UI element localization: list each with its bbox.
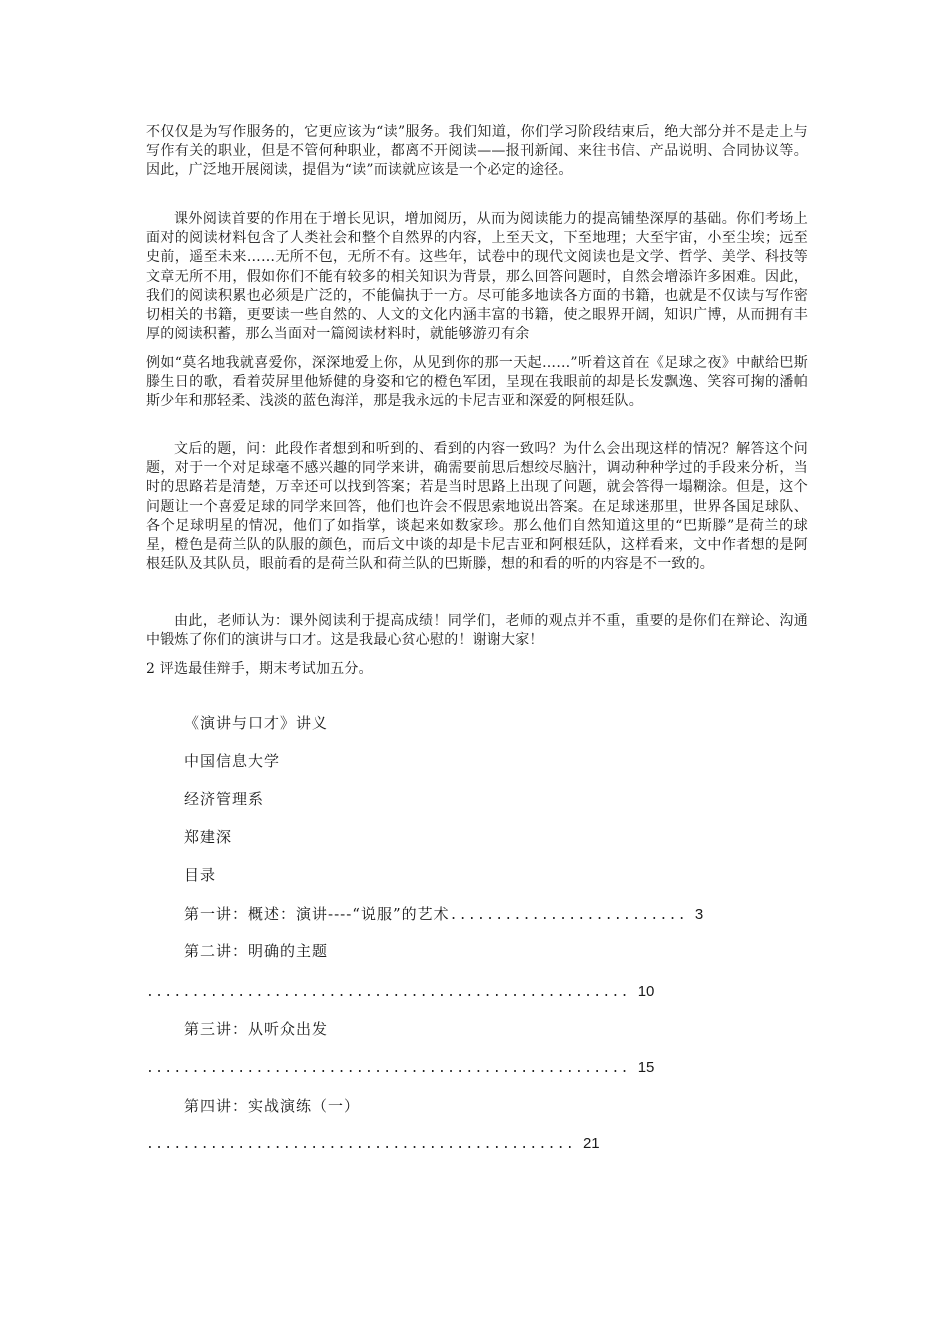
toc-entry-1 — [184, 904, 703, 926]
paragraph-extracurricular-reading: 课外阅读首要的作用在于增长见识，增加阅历，从而为阅读能力的提高铺垫深厚的基础。你们考场上面对的阅读材料包含了人类社会和整个自然界的内容，上至天文，下至地理；大至宇宙，小至尘埃；远至史前，遥至未来……无所不包，无所不有。这些年，试卷中的现代文阅读也是文学、哲学、美学、科技等文章无所不用，假如你们不能有较多的相关知识为背景，那么回答问题时，自然会增添许多困难。因此，我们的阅读积累也必须是广泛的，不能偏执于一方。尽可能多地读各方面的书籍，也就是不仅读与写作密切相关的书籍，更要读一些自然的、人文的文化内涵丰富的书籍，使之眼界开阔，知识广博，从而拥有丰厚的阅读积蓄，那么当面对一篇阅读材料时，就能够游刃有余 — [146, 211, 808, 343]
toc-page-number: 15 — [637, 1059, 655, 1076]
toc-leader-dots: .......................... — [449, 908, 687, 923]
paragraph-question-analysis: 文后的题，问：此段作者想到和听到的、看到的内容一致吗？为什么会出现这样的情况？解答这个问题，对于一个对足球毫不感兴趣的同学来讲，确需要前思后想绞尽脑汁，调动种种学过的手段来分析，当时的思路若是清楚，万幸还可以找到答案；若是当时思路上出现了问题，就会答得一塌糊涂。但是，这个问题让一个喜爱足球的同学来回答，他们也许会不假思索地说出答案。在足球迷那里，世界各国足球队、各个足球明星的情况，他们了如指掌，谈起来如数家珍。那么他们自然知道这里的“巴斯滕”是荷兰的球星，橙色是荷兰队的队服的颜色，而后文中谈的却是卡尼吉亚和阿根廷队，这样看来，文中作者想的是阿根廷队及其队员，眼前看的是荷兰队和荷兰队的巴斯滕，想的和看的听的内容是不一致的。 — [146, 441, 808, 573]
toc-page-number: 3 — [694, 906, 704, 923]
university-name: 中国信息大学 — [184, 752, 281, 770]
toc-entry-4-leader — [146, 1134, 600, 1155]
paragraph-teacher-conclusion: 由此，老师认为：课外阅读利于提高成绩！同学们，老师的观点并不重，重要的是你们在辩论、沟通中锻炼了你们的演讲与口才。这是我最心贫心慰的！谢谢大家！ — [146, 613, 808, 649]
toc-entry-3-leader — [146, 1058, 654, 1079]
toc-entry-title: 第一讲：概述：演讲----“说服”的艺术 — [184, 905, 450, 923]
toc-page-number: 10 — [637, 983, 655, 1000]
toc-leader-dots: ..................................................... — [146, 985, 630, 1000]
toc-entry-4-title: 第四讲：实战演练（一） — [184, 1097, 361, 1115]
paragraph-football-example: 例如“莫名地我就喜爱你，深深地爱上你，从见到你的那一天起……”听着这首在《足球之夜》中献给巴斯滕生日的歌，看着荧屏里他矫健的身姿和它的橙色军团，呈现在我眼前的却是长发飘逸、笑容可掬的潘帕斯少年和那轻柔、浅淡的蓝色海洋，那是我永远的卡尼吉亚和深爱的阿根廷队。 — [146, 355, 808, 410]
toc-page-number: 21 — [582, 1135, 600, 1152]
toc-leader-dots: ..................................................... — [146, 1061, 630, 1076]
toc-leader-dots: ............................................... — [146, 1137, 575, 1152]
department-name: 经济管理系 — [184, 790, 265, 808]
toc-entry-2-leader — [146, 982, 654, 1003]
toc-entry-3-title: 第三讲：从听众出发 — [184, 1020, 329, 1038]
handout-title: 《演讲与口才》讲义 — [184, 714, 329, 732]
toc-heading: 目录 — [184, 866, 217, 884]
paragraph-reading-purpose: 不仅仅是为写作服务的，它更应该为“读”服务。我们知道，你们学习阶段结束后，绝大部分并不是走上与写作有关的职业，但是不管何种职业，都离不开阅读——报刊新闻、来往书信、产品说明、合同协议等。因此，广泛地开展阅读，提倡为“读”而读就应该是一个必定的途径。 — [146, 124, 808, 179]
paragraph-best-debater: 2 评选最佳辩手，期末考试加五分。 — [146, 661, 373, 677]
toc-entry-2-title: 第二讲：明确的主题 — [184, 942, 329, 960]
author-name: 郑建深 — [184, 828, 233, 846]
